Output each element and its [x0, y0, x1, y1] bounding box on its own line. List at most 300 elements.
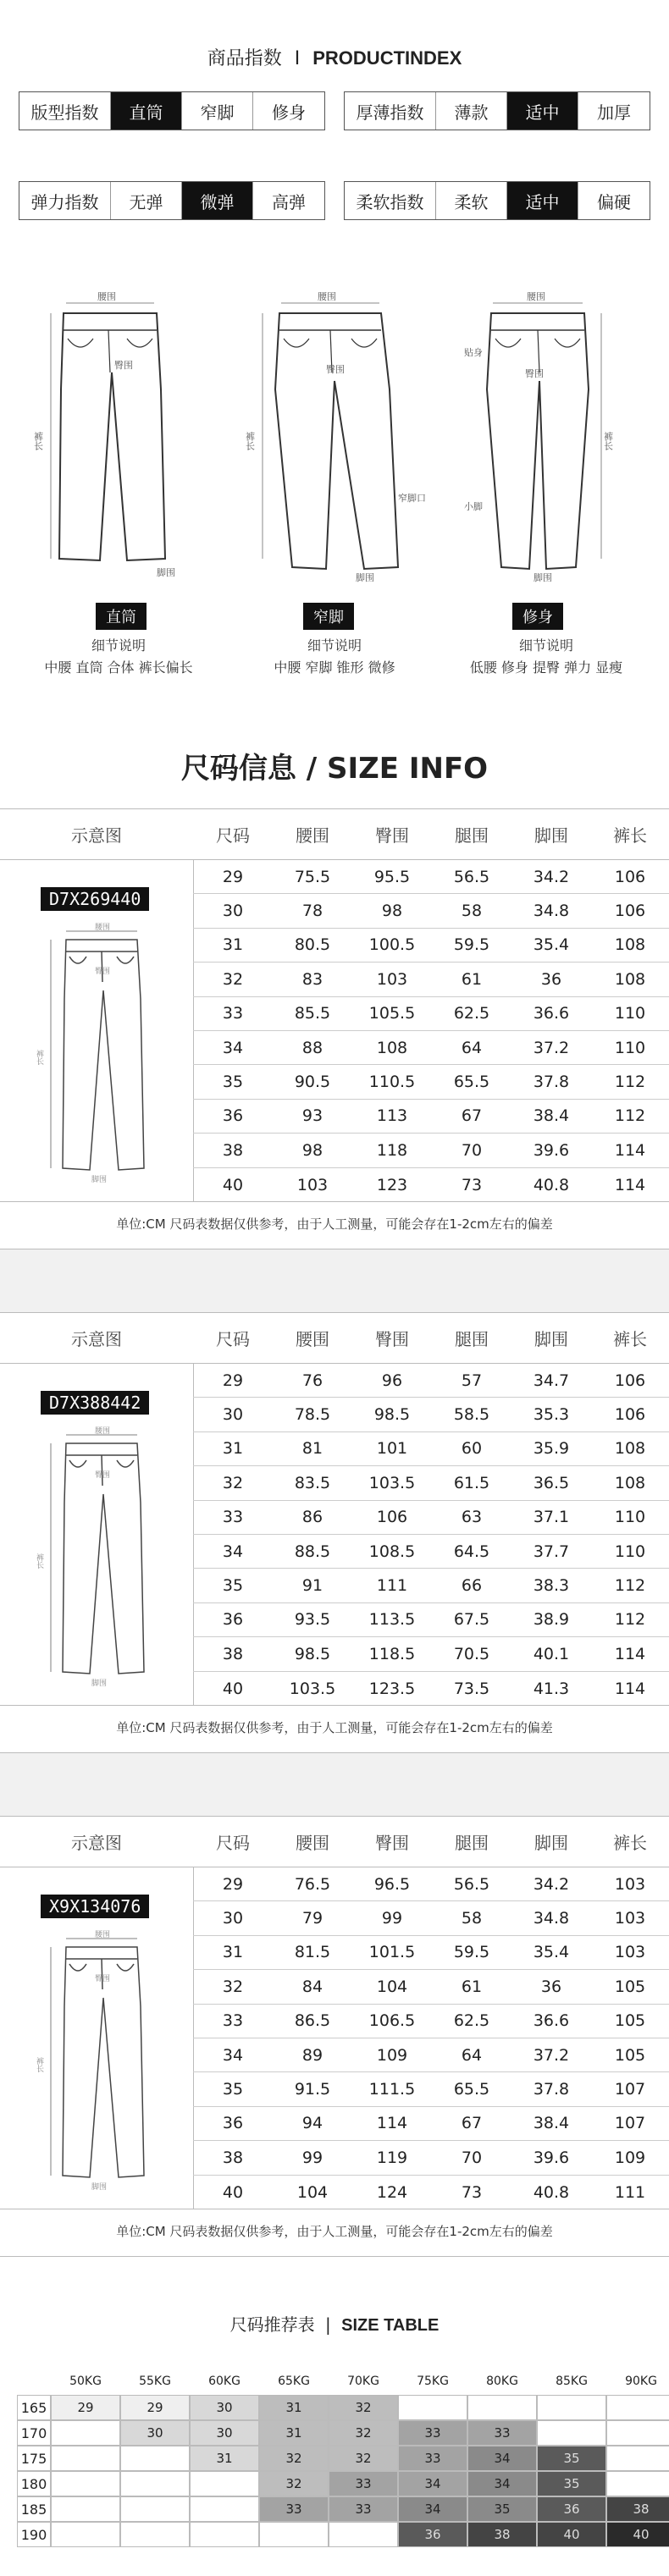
table-cell: 105 — [614, 1977, 646, 1996]
hem-opening-label: 窄脚口 — [398, 493, 426, 504]
table-cell: 29 — [222, 1371, 244, 1390]
sketch-label-hem: 脚围 — [91, 1680, 108, 1688]
index-row — [19, 91, 325, 130]
size-cell: 34 — [467, 2446, 537, 2471]
table-cell: 85.5 — [294, 1004, 331, 1023]
table-cell: 103 — [614, 1874, 646, 1894]
weight-header: 60KG — [208, 2375, 241, 2388]
table-cell: 89 — [301, 2045, 323, 2065]
sketch-label-waist: 腰围 — [95, 1931, 111, 1939]
size-cell: 31 — [190, 2446, 259, 2471]
table-cell: 105 — [614, 2011, 646, 2031]
table-cell: 36.5 — [533, 1473, 570, 1492]
table-cell: 35.4 — [533, 1943, 570, 1962]
table-cell: 62.5 — [453, 1004, 490, 1023]
size-cell: 33 — [398, 2446, 467, 2471]
size-cell: 29 — [120, 2395, 190, 2420]
column-header: 臀围 — [375, 1329, 409, 1349]
index-option: 适中 — [507, 182, 578, 219]
table-row — [193, 1168, 669, 1202]
unit-note: 单位:CM 尺码表数据仅供参考，由于人工测量，可能会存在1-2cm左右的偏差 — [116, 1216, 553, 1232]
table-row — [193, 2176, 669, 2209]
column-header: 臀围 — [375, 1833, 409, 1853]
index-option: 适中 — [507, 92, 578, 130]
table-cell: 101.5 — [368, 1943, 416, 1962]
table-cell: 36 — [222, 2114, 244, 2133]
size-cell: 33 — [259, 2496, 329, 2522]
table-row — [193, 1637, 669, 1671]
table-row — [193, 2038, 669, 2072]
sketch-label-hip: 臀围 — [95, 1975, 111, 1983]
small-hem-label: 小脚 — [464, 501, 483, 512]
table-cell: 101 — [376, 1439, 408, 1459]
table-cell: 29 — [222, 1874, 244, 1894]
table-cell: 110 — [614, 1038, 646, 1057]
table-cell: 64.5 — [453, 1542, 490, 1561]
index-label: 厚薄指数 — [345, 92, 436, 130]
size-cell — [190, 2471, 259, 2496]
size-cell — [606, 2471, 669, 2496]
table-cell: 108 — [376, 1038, 408, 1057]
table-cell: 109 — [614, 2148, 646, 2167]
size-cell: 31 — [259, 2420, 329, 2446]
table-cell: 108 — [614, 1473, 646, 1492]
size-cell — [120, 2522, 190, 2547]
table-cell: 66 — [461, 1576, 483, 1596]
size-cell: 40 — [606, 2522, 669, 2547]
title-separator: I — [294, 48, 301, 69]
table-cell: 99 — [301, 2148, 323, 2167]
table-cell: 109 — [376, 2045, 408, 2065]
table-cell: 78 — [301, 902, 323, 921]
table-cell: 93 — [301, 1106, 323, 1126]
sketch-label-waist: 腰围 — [95, 1427, 111, 1436]
table-cell: 65.5 — [453, 1073, 490, 1092]
table-row — [193, 1672, 669, 1706]
table-cell: 67 — [461, 2114, 483, 2133]
table-cell: 64 — [461, 2045, 483, 2065]
table-cell: 40.1 — [533, 1644, 570, 1663]
size-cell — [120, 2496, 190, 2522]
table-cell: 114 — [614, 1679, 646, 1698]
column-header: 腿围 — [455, 1329, 489, 1349]
table-cell: 39.6 — [533, 2148, 570, 2167]
table-cell: 38 — [222, 1140, 244, 1160]
table-cell: 61 — [461, 969, 483, 989]
table-cell: 110 — [614, 1508, 646, 1527]
rec-separator: | — [325, 2314, 331, 2335]
column-header: 腰围 — [296, 825, 329, 846]
table-cell: 36 — [540, 1977, 562, 1996]
title-en: PRODUCTINDEX — [312, 47, 462, 69]
table-cell: 86.5 — [294, 2011, 331, 2031]
table-cell: 114 — [376, 2114, 408, 2133]
table-cell: 80.5 — [294, 935, 331, 955]
table-cell: 118.5 — [368, 1644, 416, 1663]
index-option: 加厚 — [597, 102, 631, 123]
table-cell: 37.1 — [533, 1508, 570, 1527]
sketch-label-hip: 臀围 — [95, 968, 111, 976]
table-cell: 73 — [461, 2182, 483, 2202]
table-cell: 98.5 — [294, 1644, 331, 1663]
table-cell: 88.5 — [294, 1542, 331, 1561]
size-cell: 34 — [467, 2471, 537, 2496]
table-cell: 32 — [222, 969, 244, 989]
table-cell: 119 — [376, 2148, 408, 2167]
table-cell: 34.7 — [533, 1371, 570, 1390]
weight-header: 75KG — [417, 2375, 449, 2388]
divider — [0, 2256, 669, 2257]
size-cell — [51, 2496, 120, 2522]
sketch-label-waist: 腰围 — [95, 924, 111, 932]
index-row — [344, 181, 650, 220]
table-cell: 105.5 — [368, 1004, 416, 1023]
unit-note: 单位:CM 尺码表数据仅供参考，由于人工测量，可能会存在1-2cm左右的偏差 — [116, 1720, 553, 1735]
section-gap — [0, 1249, 669, 1312]
index-option: 修身 — [272, 102, 306, 123]
table-cell: 108 — [614, 935, 646, 955]
table-row — [193, 2005, 669, 2038]
table-cell: 112 — [614, 1073, 646, 1092]
size-cell: 33 — [467, 2420, 537, 2446]
sketch-label-length: 裤长 — [35, 1553, 43, 1569]
table-cell: 40 — [222, 2182, 244, 2202]
sketch-label-hip: 臀围 — [95, 1471, 111, 1480]
size-cell: 36 — [398, 2522, 467, 2547]
column-header: 示意图 — [71, 825, 122, 846]
table-cell: 40 — [222, 1175, 244, 1194]
table-cell: 123 — [376, 1175, 408, 1194]
table-cell: 31 — [222, 1943, 244, 1962]
table-cell: 41.3 — [533, 1679, 570, 1698]
table-cell: 108 — [614, 1439, 646, 1459]
table-row — [193, 2107, 669, 2141]
table-cell: 93.5 — [294, 1610, 331, 1630]
table-cell: 35 — [222, 1073, 244, 1092]
length-label-1: 裤长 — [32, 432, 44, 450]
table-cell: 108.5 — [368, 1542, 416, 1561]
size-table — [0, 808, 669, 1202]
size-cell: 40 — [537, 2522, 606, 2547]
table-cell: 70 — [461, 1140, 483, 1160]
table-cell: 103 — [614, 1909, 646, 1928]
table-cell: 38 — [222, 1644, 244, 1663]
table-cell: 106.5 — [368, 2011, 416, 2031]
table-cell: 110 — [614, 1004, 646, 1023]
weight-header: 80KG — [486, 2375, 518, 2388]
height-label: 175 — [17, 2446, 51, 2471]
table-cell: 33 — [222, 1508, 244, 1527]
size-cell: 30 — [190, 2420, 259, 2446]
table-cell: 70 — [461, 2148, 483, 2167]
table-cell: 30 — [222, 1909, 244, 1928]
pants-sketch — [34, 923, 169, 1194]
hem-label-1: 脚围 — [157, 567, 175, 578]
table-cell: 65.5 — [453, 2080, 490, 2099]
size-cell — [398, 2395, 467, 2420]
table-cell: 95.5 — [373, 867, 411, 886]
column-header: 裤长 — [613, 1329, 647, 1349]
table-row — [193, 1100, 669, 1134]
table-cell: 40.8 — [533, 2182, 570, 2202]
index-label: 弹力指数 — [19, 182, 111, 219]
table-cell: 35.9 — [533, 1439, 570, 1459]
table-row — [193, 997, 669, 1031]
size-table — [0, 1816, 669, 2209]
table-cell: 37.2 — [533, 1038, 570, 1057]
table-body — [0, 1867, 669, 2209]
caption-straight — [17, 635, 220, 679]
table-cell: 90.5 — [294, 1073, 331, 1092]
table-cell: 118 — [376, 1140, 408, 1160]
pants-sketch — [34, 1426, 169, 1697]
table-cell: 34.2 — [533, 867, 570, 886]
table-cell: 73.5 — [453, 1679, 490, 1698]
rec-title-cn: 尺码推荐表 — [229, 2314, 315, 2335]
column-header: 臀围 — [375, 825, 409, 846]
product-code: D7X388442 — [41, 1391, 149, 1415]
product-code: D7X269440 — [41, 887, 149, 911]
size-cell: 30 — [120, 2420, 190, 2446]
table-cell: 34 — [222, 1038, 244, 1057]
table-cell: 84 — [301, 1977, 323, 1996]
table-row — [193, 1970, 669, 2004]
size-cell — [537, 2395, 606, 2420]
sketch-label-length: 裤长 — [35, 2057, 43, 2072]
table-cell: 37.7 — [533, 1542, 570, 1561]
table-cell: 34 — [222, 2045, 244, 2065]
table-row — [193, 1901, 669, 1935]
size-cell: 34 — [398, 2471, 467, 2496]
hip-label-3: 臀围 — [525, 368, 544, 379]
table-cell: 33 — [222, 1004, 244, 1023]
table-cell: 112 — [614, 1576, 646, 1596]
hip-label-2: 臀围 — [326, 364, 345, 375]
table-cell: 96 — [381, 1371, 403, 1390]
slim-pants-figure — [487, 303, 601, 569]
table-cell: 83.5 — [294, 1473, 331, 1492]
table-cell: 70.5 — [453, 1644, 490, 1663]
size-cell: 31 — [259, 2395, 329, 2420]
table-row — [193, 1603, 669, 1637]
size-cell: 34 — [398, 2496, 467, 2522]
table-cell: 78.5 — [294, 1405, 331, 1425]
tapered-pants-figure — [263, 303, 398, 569]
table-cell: 81.5 — [294, 1943, 331, 1962]
table-cell: 32 — [222, 1977, 244, 1996]
size-cell — [51, 2446, 120, 2471]
table-cell: 96.5 — [373, 1874, 411, 1894]
column-header: 尺码 — [216, 825, 250, 846]
column-header: 腰围 — [296, 1833, 329, 1853]
size-cell: 32 — [259, 2471, 329, 2496]
pants-illustrations — [0, 288, 669, 601]
table-cell: 75.5 — [294, 867, 331, 886]
table-cell: 111 — [614, 2182, 646, 2202]
table-cell: 124 — [376, 2182, 408, 2202]
table-cell: 37.2 — [533, 2045, 570, 2065]
column-header: 裤长 — [613, 1833, 647, 1853]
table-cell: 103 — [296, 1175, 329, 1194]
size-cell: 32 — [329, 2420, 398, 2446]
table-row — [193, 1134, 669, 1167]
size-cell — [120, 2471, 190, 2496]
table-cell: 64 — [461, 1038, 483, 1057]
index-option: 偏硬 — [597, 191, 631, 212]
table-cell: 76.5 — [294, 1874, 331, 1894]
table-body — [0, 1364, 669, 1706]
table-cell: 111.5 — [368, 2080, 416, 2099]
index-option: 高弹 — [272, 191, 306, 212]
table-cell: 37.8 — [533, 2080, 570, 2099]
size-cell — [190, 2496, 259, 2522]
table-cell: 111 — [376, 1576, 408, 1596]
height-label: 180 — [17, 2471, 51, 2496]
table-row — [193, 1569, 669, 1602]
table-cell: 81 — [301, 1439, 323, 1459]
size-cell — [259, 2522, 329, 2547]
table-cell: 114 — [614, 1140, 646, 1160]
table-row — [193, 894, 669, 928]
table-cell: 31 — [222, 1439, 244, 1459]
table-row — [193, 929, 669, 963]
size-cell: 38 — [606, 2496, 669, 2522]
table-cell: 33 — [222, 2011, 244, 2031]
table-header — [0, 809, 669, 860]
size-cell: 36 — [537, 2496, 606, 2522]
unit-note: 单位:CM 尺码表数据仅供参考，由于人工测量，可能会存在1-2cm左右的偏差 — [116, 2224, 553, 2239]
table-row — [193, 860, 669, 894]
table-row — [193, 1501, 669, 1535]
table-body — [0, 860, 669, 1202]
size-cell — [190, 2522, 259, 2547]
weight-header: 70KG — [347, 2375, 379, 2388]
table-cell: 36 — [540, 969, 562, 989]
table-cell: 88 — [301, 1038, 323, 1057]
table-cell: 56.5 — [453, 1874, 490, 1894]
weight-header: 65KG — [278, 2375, 310, 2388]
page-title — [0, 44, 669, 70]
table-cell: 34.2 — [533, 1874, 570, 1894]
column-header: 脚围 — [534, 1329, 568, 1349]
table-cell: 112 — [614, 1106, 646, 1126]
paste-label: 贴身 — [464, 347, 483, 358]
table-cell: 34 — [222, 1542, 244, 1561]
waist-label-1: 腰围 — [97, 291, 116, 302]
table-cell: 67 — [461, 1106, 483, 1126]
table-cell: 107 — [614, 2080, 646, 2099]
table-row — [193, 1535, 669, 1569]
table-cell: 99 — [381, 1909, 403, 1928]
caption-text: 中腰 窄脚 锥形 微修 — [274, 659, 395, 676]
column-header: 腿围 — [455, 825, 489, 846]
height-label: 165 — [17, 2395, 51, 2420]
table-cell: 91.5 — [294, 2080, 331, 2099]
table-cell: 106 — [376, 1508, 408, 1527]
size-cell — [606, 2395, 669, 2420]
table-row — [193, 2072, 669, 2106]
size-cell — [606, 2420, 669, 2446]
size-cell: 32 — [329, 2446, 398, 2471]
sketch-label-hem: 脚围 — [91, 1176, 108, 1184]
sketch-label-hem: 脚围 — [91, 2183, 108, 2192]
table-cell: 40.8 — [533, 1175, 570, 1194]
hem-label-3: 脚围 — [534, 572, 552, 583]
size-cell: 32 — [259, 2446, 329, 2471]
table-header — [0, 1313, 669, 1364]
table-cell: 106 — [614, 902, 646, 921]
table-cell: 108 — [614, 969, 646, 989]
table-cell: 73 — [461, 1175, 483, 1194]
height-label: 170 — [17, 2420, 51, 2446]
size-cell: 38 — [467, 2522, 537, 2547]
table-cell: 123.5 — [368, 1679, 416, 1698]
table-cell: 103 — [614, 1943, 646, 1962]
table-cell: 35.3 — [533, 1405, 570, 1425]
size-cell: 35 — [537, 2446, 606, 2471]
caption-text: 低腰 修身 提臀 弹力 显瘦 — [469, 659, 623, 676]
table-cell: 57 — [461, 1371, 483, 1390]
table-cell: 103 — [376, 969, 408, 989]
index-option: 直筒 — [111, 92, 182, 130]
column-header: 脚围 — [534, 825, 568, 846]
table-cell: 36.6 — [533, 1004, 570, 1023]
size-cell: 33 — [329, 2496, 398, 2522]
column-header: 腿围 — [455, 1833, 489, 1853]
table-cell: 86 — [301, 1508, 323, 1527]
index-label: 版型指数 — [19, 92, 111, 130]
table-row — [193, 1398, 669, 1431]
table-cell: 38.4 — [533, 1106, 570, 1126]
weight-header: 85KG — [556, 2375, 588, 2388]
index-option: 柔软 — [436, 182, 507, 219]
table-cell: 100.5 — [368, 935, 416, 955]
size-cell: 29 — [51, 2395, 120, 2420]
table-cell: 36.6 — [533, 2011, 570, 2031]
table-cell: 79 — [301, 1909, 323, 1928]
size-cell — [51, 2522, 120, 2547]
length-label-3: 裤长 — [602, 432, 614, 450]
caption-title: 细节说明 — [518, 637, 573, 654]
height-label: 190 — [17, 2522, 51, 2547]
index-row — [19, 181, 325, 220]
table-cell: 103.5 — [368, 1473, 416, 1492]
table-row — [193, 1432, 669, 1466]
table-cell: 83 — [301, 969, 323, 989]
table-cell: 114 — [614, 1175, 646, 1194]
title-cn: 商品指数 — [207, 48, 282, 69]
table-row — [193, 1364, 669, 1398]
size-cell: 33 — [398, 2420, 467, 2446]
table-cell: 30 — [222, 902, 244, 921]
table-cell: 110 — [614, 1542, 646, 1561]
size-cell — [606, 2446, 669, 2471]
column-header: 尺码 — [216, 1329, 250, 1349]
table-cell: 38.4 — [533, 2114, 570, 2133]
index-option: 窄脚 — [182, 92, 253, 130]
index-label: 柔软指数 — [345, 182, 436, 219]
size-cell: 32 — [329, 2395, 398, 2420]
table-row — [193, 1867, 669, 1901]
table-cell: 38.9 — [533, 1610, 570, 1630]
column-header: 腰围 — [296, 1329, 329, 1349]
pants-sketch — [34, 1930, 169, 2201]
table-cell: 106 — [614, 1371, 646, 1390]
table-cell: 29 — [222, 867, 244, 886]
caption-title: 细节说明 — [91, 637, 146, 654]
size-table — [0, 1312, 669, 1706]
table-cell: 36 — [222, 1610, 244, 1630]
